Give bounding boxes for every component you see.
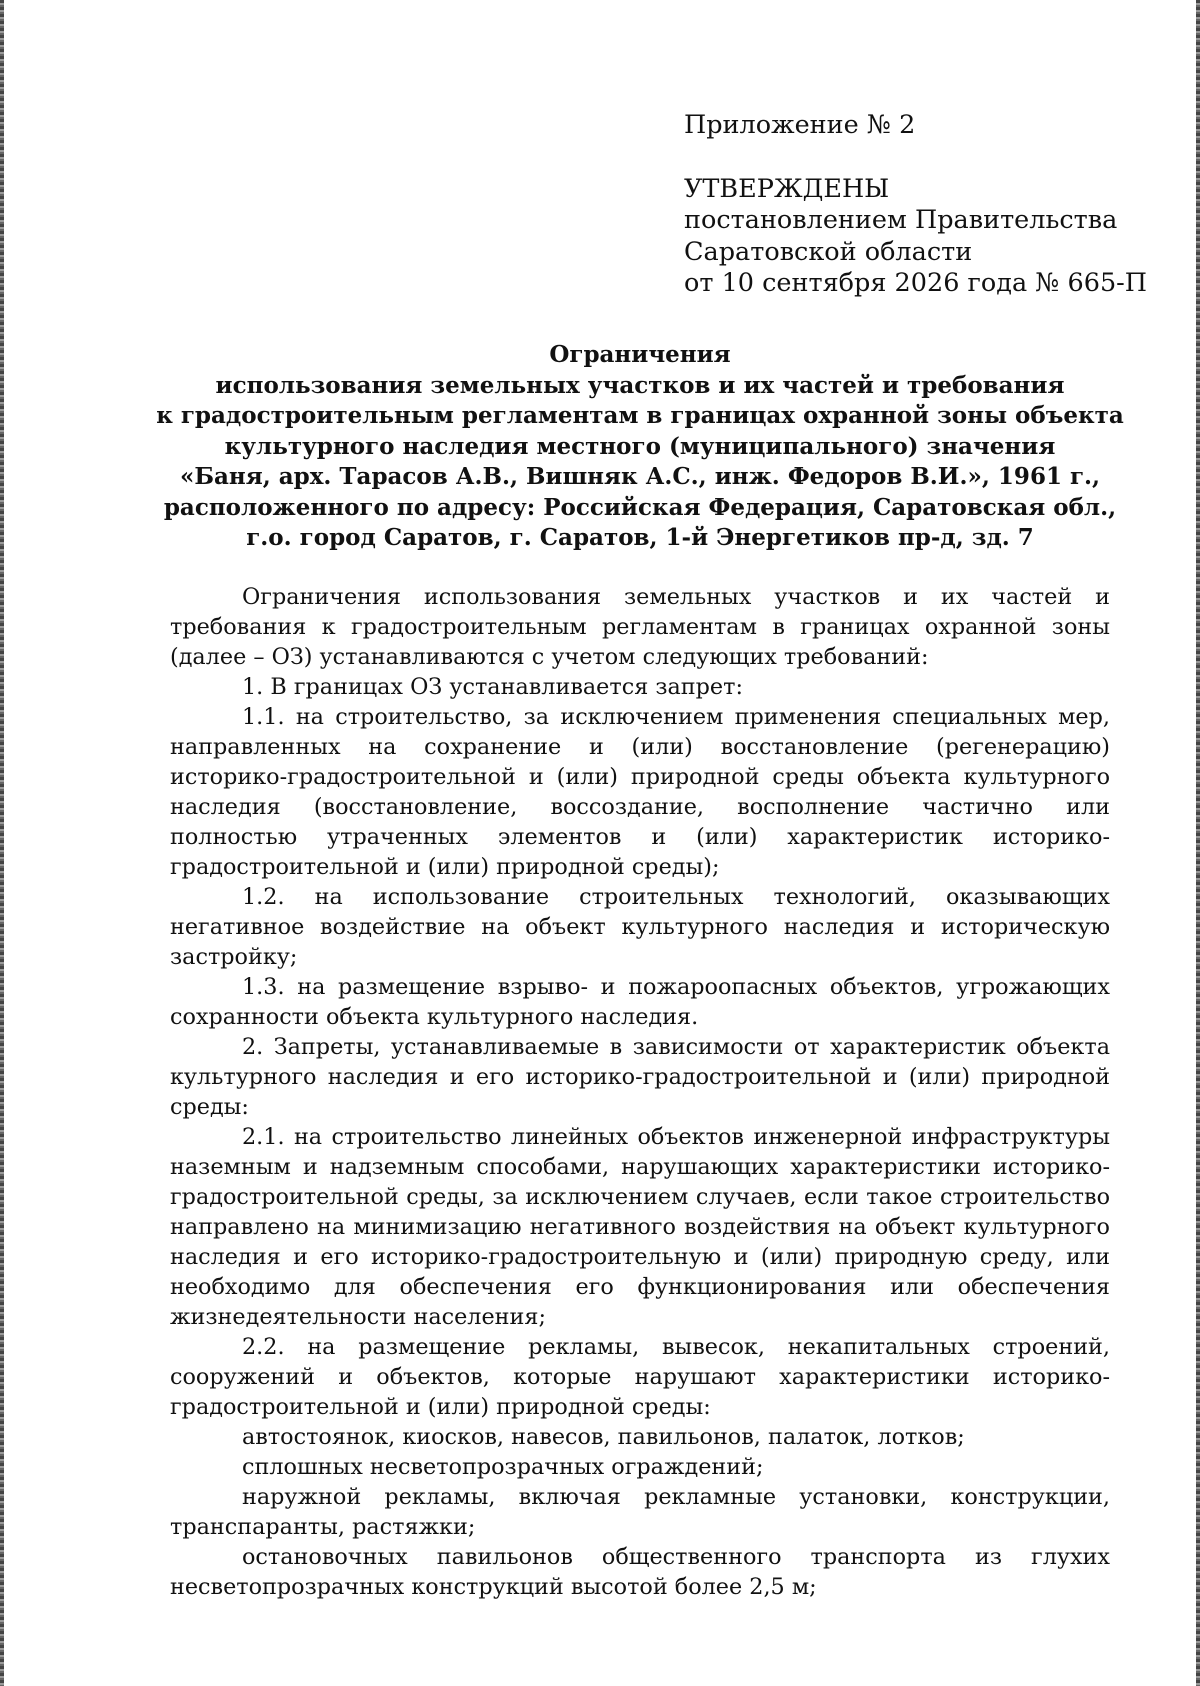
clause-2: 2. Запреты, устанавливаемые в зависимости от характеристик объекта культурного наследия и его историко-градостроительной и (или) природной среды: bbox=[170, 1034, 1110, 1120]
title-line: к градостроительным регламентам в границах охранной зоны объекта bbox=[156, 402, 1124, 429]
list-item: автостоянок, киосков, навесов, павильонов, палаток, лотков; bbox=[242, 1424, 965, 1450]
title-line: Ограничения bbox=[549, 341, 731, 368]
list-item: остановочных павильонов общественного транспорта из глухих несветопрозрачных конструкций высотой более 2,5 м; bbox=[170, 1544, 1110, 1600]
approved-by-line-2: Саратовской области bbox=[684, 236, 973, 267]
title-line: расположенного по адресу: Российская Федерация, Саратовская обл., bbox=[163, 493, 1117, 521]
clause-1-3: 1.3. на размещение взрыво- и пожароопасных объектов, угрожающих сохранности объекта культурного наследия. bbox=[170, 974, 1110, 1030]
scan-edge-right bbox=[1196, 0, 1200, 1686]
intro-paragraph: Ограничения использования земельных участков и их частей и требования к градостроительным регламентам в границах охранной зоны (далее – ОЗ) устанавливаются с учетом следующих требований: bbox=[170, 584, 1110, 670]
title-line: «Баня, арх. Тарасов А.В., Вишняк А.С., инж. Федоров В.И.», 1961 г., bbox=[179, 463, 1101, 490]
clause-1-2: 1.2. на использование строительных технологий, оказывающих негативное воздействие на объект культурного наследия и историческую застройку; bbox=[170, 884, 1110, 970]
list-item: наружной рекламы, включая рекламные установки, конструкции, транспаранты, растяжки; bbox=[170, 1484, 1110, 1540]
title-line: использования земельных участков и их частей и требования bbox=[215, 371, 1065, 399]
approved-heading: УТВЕРЖДЕНЫ bbox=[684, 173, 890, 204]
document-title bbox=[130, 340, 1150, 554]
approved-by-line-1: постановлением Правительства bbox=[684, 205, 1118, 235]
title-line: г.о. город Саратов, г. Саратов, 1-й Энергетиков пр-д, зд. 7 bbox=[246, 524, 1034, 551]
list-item: сплошных несветопрозрачных ограждений; bbox=[242, 1454, 764, 1480]
title-line: культурного наследия местного (муниципального) значения bbox=[224, 432, 1056, 460]
clause-1: 1. В границах ОЗ устанавливается запрет: bbox=[242, 674, 743, 700]
clause-2-1: 2.1. на строительство линейных объектов инженерной инфраструктуры наземным и надземным способами, нарушающих характеристики историко-градостроительной среды, за исключением случаев, если такое строительство направлено на минимизацию негативного воздействия на объект культурного наследия и его историко-градостроительную и (или) природную среду, или необходимо для обеспечения его функционирования или обеспечения жизнедеятельности населения; bbox=[170, 1124, 1110, 1330]
clause-2-2: 2.2. на размещение рекламы, вывесок, некапитальных строений, сооружений и объектов, которые нарушают характеристики историко-градостроительной и (или) природной среды: bbox=[170, 1334, 1110, 1420]
scan-edge-left bbox=[0, 0, 4, 1686]
annex-number: Приложение № 2 bbox=[684, 110, 916, 140]
approval-stamp bbox=[684, 110, 1148, 300]
approved-date: от 10 сентября 2026 года № 665-П bbox=[684, 268, 1148, 298]
clause-1-1: 1.1. на строительство, за исключением применения специальных мер, направленных на сохранение и (или) восстановление (регенерацию) историко-градостроительной и (или) природной среды объекта культурного наследия (восстановление, воссоздание, восполнение частично или полностью утраченных элементов и (или) характеристик историко-градостроительной и (или) природной среды); bbox=[170, 704, 1110, 880]
document-body bbox=[170, 582, 1110, 1602]
